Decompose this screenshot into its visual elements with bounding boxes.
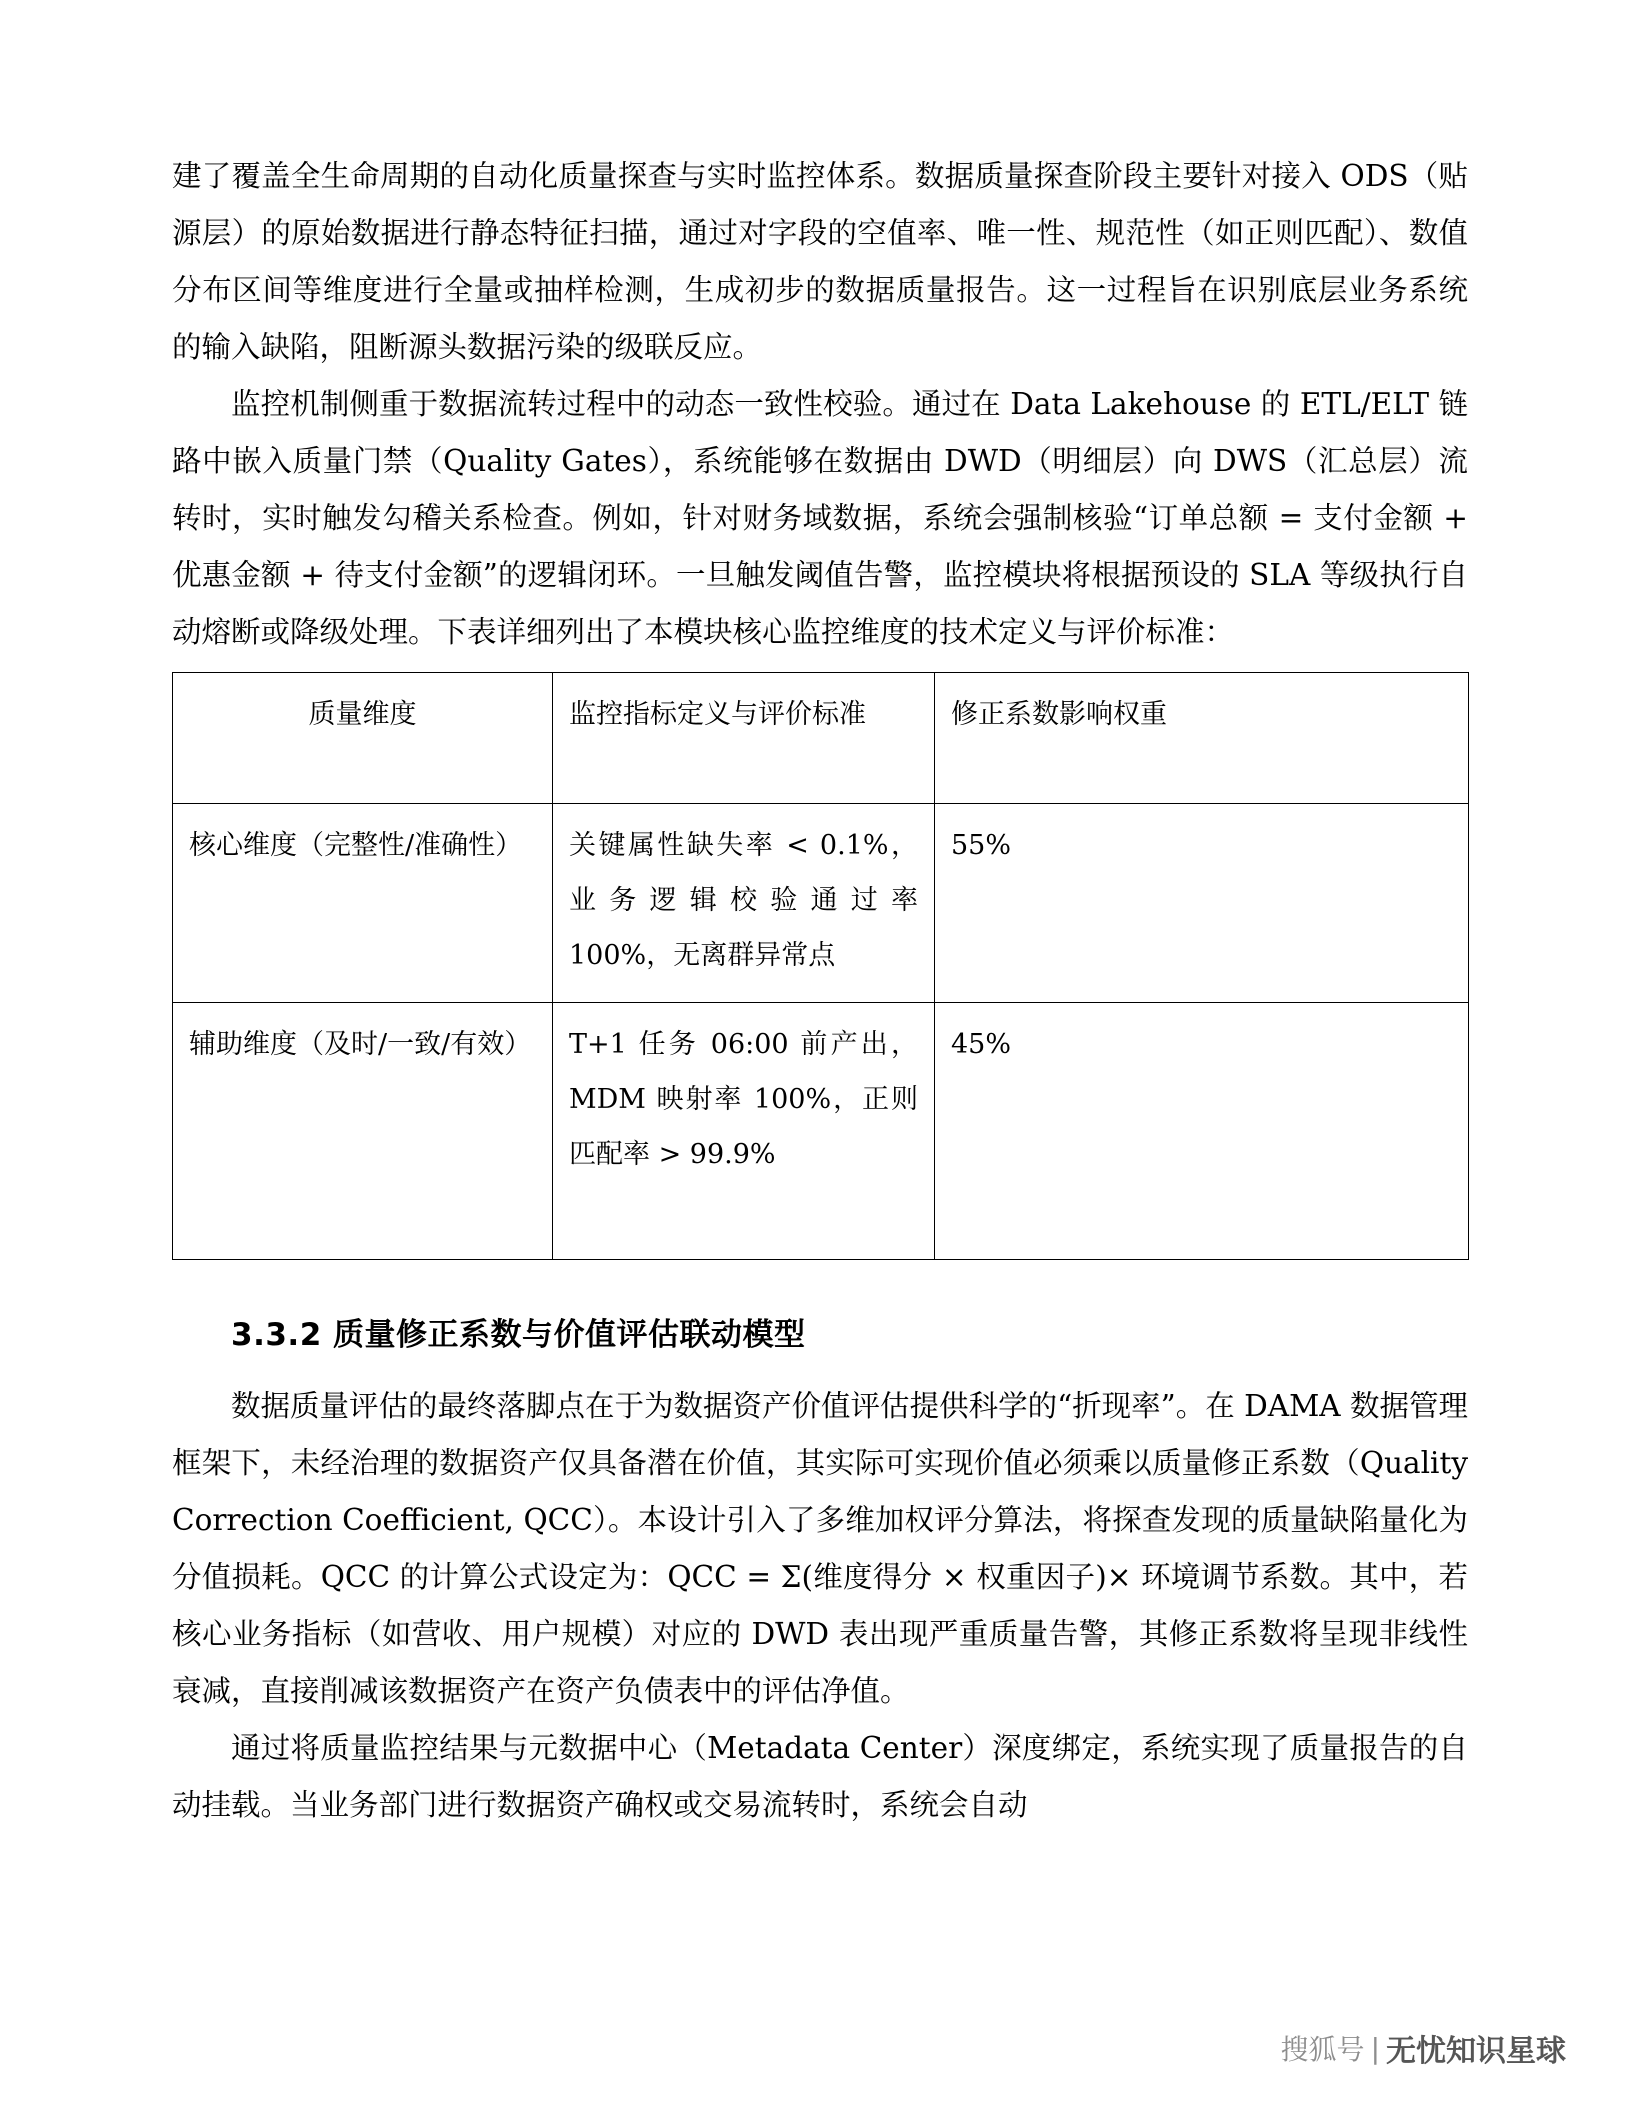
table-cell-dimension: 核心维度（完整性/准确性） (173, 804, 553, 1003)
table-cell-weight: 55% (935, 804, 1469, 1003)
table-row (173, 804, 1469, 1003)
table-header-row (173, 673, 1469, 804)
watermark (1281, 2026, 1566, 2070)
watermark-platform: 搜狐号 (1280, 2033, 1365, 2066)
paragraph-3: 数据质量评估的最终落脚点在于为数据资产价值评估提供科学的“折现率”。在 DAMA 数据管理框架下，未经治理的数据资产仅具备潜在价值，其实际可实现价值必须乘以质量修正系数（Quality Correction Coefficient, QCC）。本设计引入了多维加权评分算法，将探查发现的质量缺陷量化为分值损耗。QCC 的计算公式设定为：QCC = Σ(维度得分 × 权重因子)× 环境调节系数。其中，若核心业务指标（如营收、用户规模）对应的 DWD 表出现严重质量告警，其修正系数将呈现非线性衰减，直接削减该数据资产在资产负债表中的评估净值。 (172, 1389, 1468, 1708)
watermark-account-name: 无忧知识星球 (1386, 2034, 1566, 2069)
table-header-weight: 修正系数影响权重 (935, 673, 1469, 804)
table-row (173, 1003, 1469, 1260)
paragraph-2: 监控机制侧重于数据流转过程中的动态一致性校验。通过在 Data Lakehouse 的 ETL/ELT 链路中嵌入质量门禁（Quality Gates），系统能够在数据由 DWD（明细层）向 DWS（汇总层）流转时，实时触发勾稽关系检查。例如，针对财务域数据，系统会强制核验“订单总额 = 支付金额 + 优惠金额 + 待支付金额”的逻辑闭环。一旦触发阈值告警，监控模块将根据预设的 SLA 等级执行自动熔断或降级处理。下表详细列出了本模块核心监控维度的技术定义与评价标准： (172, 387, 1468, 649)
table-cell-criteria: 关键属性缺失率 < 0.1%，业务逻辑校验通过率 100%，无离群异常点 (553, 804, 935, 1003)
quality-dimension-table (172, 672, 1469, 1260)
section-heading-3-3-2: 3.3.2 质量修正系数与价值评估联动模型 (231, 1317, 806, 1353)
table-header-criteria: 监控指标定义与评价标准 (553, 673, 935, 804)
spacer-before-heading (172, 1260, 1468, 1307)
paragraph-4: 通过将质量监控结果与元数据中心（Metadata Center）深度绑定，系统实现了质量报告的自动挂载。当业务部门进行数据资产确权或交易流转时，系统会自动 (172, 1731, 1468, 1822)
watermark-separator: | (1370, 2031, 1380, 2065)
table-header-dimension: 质量维度 (173, 673, 553, 804)
document-content (172, 148, 1468, 1834)
table-cell-criteria: T+1 任务 06:00 前产出，MDM 映射率 100%，正则匹配率 > 99.9% (553, 1003, 935, 1260)
paragraph-1: 建了覆盖全生命周期的自动化质量探查与实时监控体系。数据质量探查阶段主要针对接入 ODS（贴源层）的原始数据进行静态特征扫描，通过对字段的空值率、唯一性、规范性（如正则匹配）、数值分布区间等维度进行全量或抽样检测，生成初步的数据质量报告。这一过程旨在识别底层业务系统的输入缺陷，阻断源头数据污染的级联反应。 (172, 159, 1468, 364)
table-cell-weight: 45% (935, 1003, 1469, 1260)
spacer-after-heading (172, 1364, 1468, 1378)
table-cell-dimension: 辅助维度（及时/一致/有效） (173, 1003, 553, 1260)
